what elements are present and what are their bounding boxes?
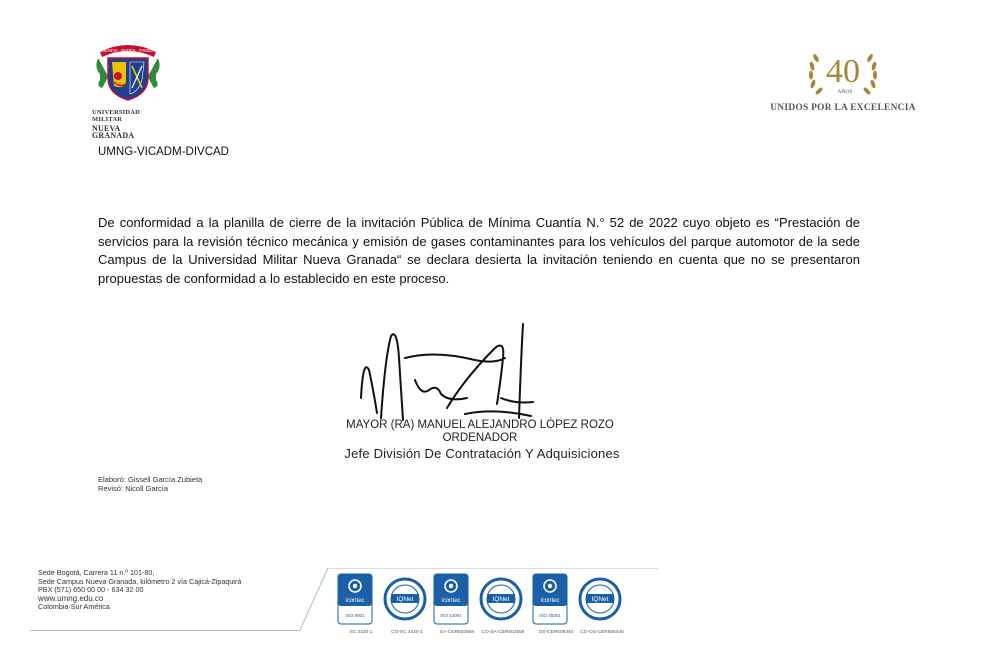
cert-code: OS-CER508440	[538, 630, 574, 635]
certification-badge	[433, 573, 481, 637]
certification-badge	[578, 573, 626, 637]
reviewed-by: Revisó: Nicoll García	[98, 484, 169, 493]
university-name-line2: NUEVA GRANADA	[92, 124, 135, 140]
cert-brand: icontec	[441, 598, 461, 604]
icontec-logo-icon	[532, 573, 568, 625]
cert-standard: ISO 45001	[539, 613, 561, 618]
document-body: De conformidad a la planilla de cierre de la invitación Pública de Mínima Cuantía N.° 52 de 2022 cuyo objeto es “Prestación de servicios para la revisión técnico mecánica y emisión de gases contaminantes para los vehículos del parque automotor de la sede Campus de la Universidad Militar Nueva Granada“ se declara desierta la invitación teniendo en cuenta que no se presentaron propuestas de conformidad a lo establecido en este proceso.	[98, 215, 860, 286]
anniversary-anos: AÑOS	[837, 89, 853, 95]
certification-badge	[383, 573, 431, 637]
cert-brand: IQNet	[591, 596, 609, 603]
cert-code: CO-SC 4420-1	[391, 630, 423, 635]
certifications-strip	[337, 573, 637, 643]
certifications-top-divider	[328, 568, 658, 569]
signer-title: Jefe División De Contratación Y Adquisiciones	[344, 446, 620, 461]
university-name-line1: UNIVERSIDAD MILITAR	[92, 109, 141, 123]
footer-diagonal-divider	[296, 566, 330, 632]
signer-role: ORDENADOR	[442, 432, 518, 444]
document-code: UMNG-VICADM-DIVCAD	[98, 146, 229, 158]
cert-brand: IQNet	[396, 596, 414, 603]
footer-divider	[30, 630, 300, 631]
anniversary-logo	[770, 46, 916, 113]
icontec-logo-icon	[433, 573, 469, 625]
cert-standard: ISO 14001	[440, 613, 462, 618]
signer-name: MAYOR (RA) MANUEL ALEJANDRO LÓPEZ ROZO	[346, 419, 614, 431]
icontec-logo-icon	[337, 573, 373, 625]
anniversary-slogan: UNIDOS POR LA EXCELENCIA	[770, 103, 916, 113]
certification-badge	[532, 573, 580, 637]
certification-badge	[337, 573, 385, 637]
region-text: Colombia-Sur América	[38, 602, 110, 612]
footer-address	[38, 569, 241, 612]
cert-brand: IQNet	[492, 596, 510, 603]
cert-code: CO-SA-CER502658	[481, 630, 525, 635]
cert-code: SC 4420-1	[349, 630, 373, 635]
address-line: Sede Bogotá, Carrera 11 n.º 101-80,	[38, 568, 155, 577]
address-line: Sede Campus Nueva Granada, kilómetro 2 vía Cajicá-Zipaquirá	[38, 576, 242, 586]
university-logo	[92, 40, 164, 139]
prepared-by: Elaboró: Gissell García Zubieta	[98, 475, 203, 484]
address-line: PBX (571) 650 00 00 - 634 32 00	[38, 585, 144, 595]
cert-brand: icontec	[540, 598, 560, 604]
iqnet-logo-icon	[578, 573, 622, 625]
iqnet-logo-icon	[479, 573, 523, 625]
logo-motto: CIENCIA · PATRIA · FAMILIA	[100, 48, 156, 53]
cert-code: SA-CER502658	[439, 630, 475, 635]
anniversary-number: 40	[826, 53, 860, 90]
signature-image	[355, 318, 545, 428]
cert-brand: icontec	[345, 598, 365, 604]
laurel-40-icon	[798, 46, 888, 98]
certification-badge	[479, 573, 527, 637]
cert-code: CO-OS-CER508440	[580, 630, 624, 635]
cert-standard: ISO 9001	[345, 613, 365, 618]
website-link[interactable]: www.umng.edu.co	[38, 593, 104, 603]
umng-shield-icon	[92, 40, 164, 102]
iqnet-logo-icon	[383, 573, 427, 625]
